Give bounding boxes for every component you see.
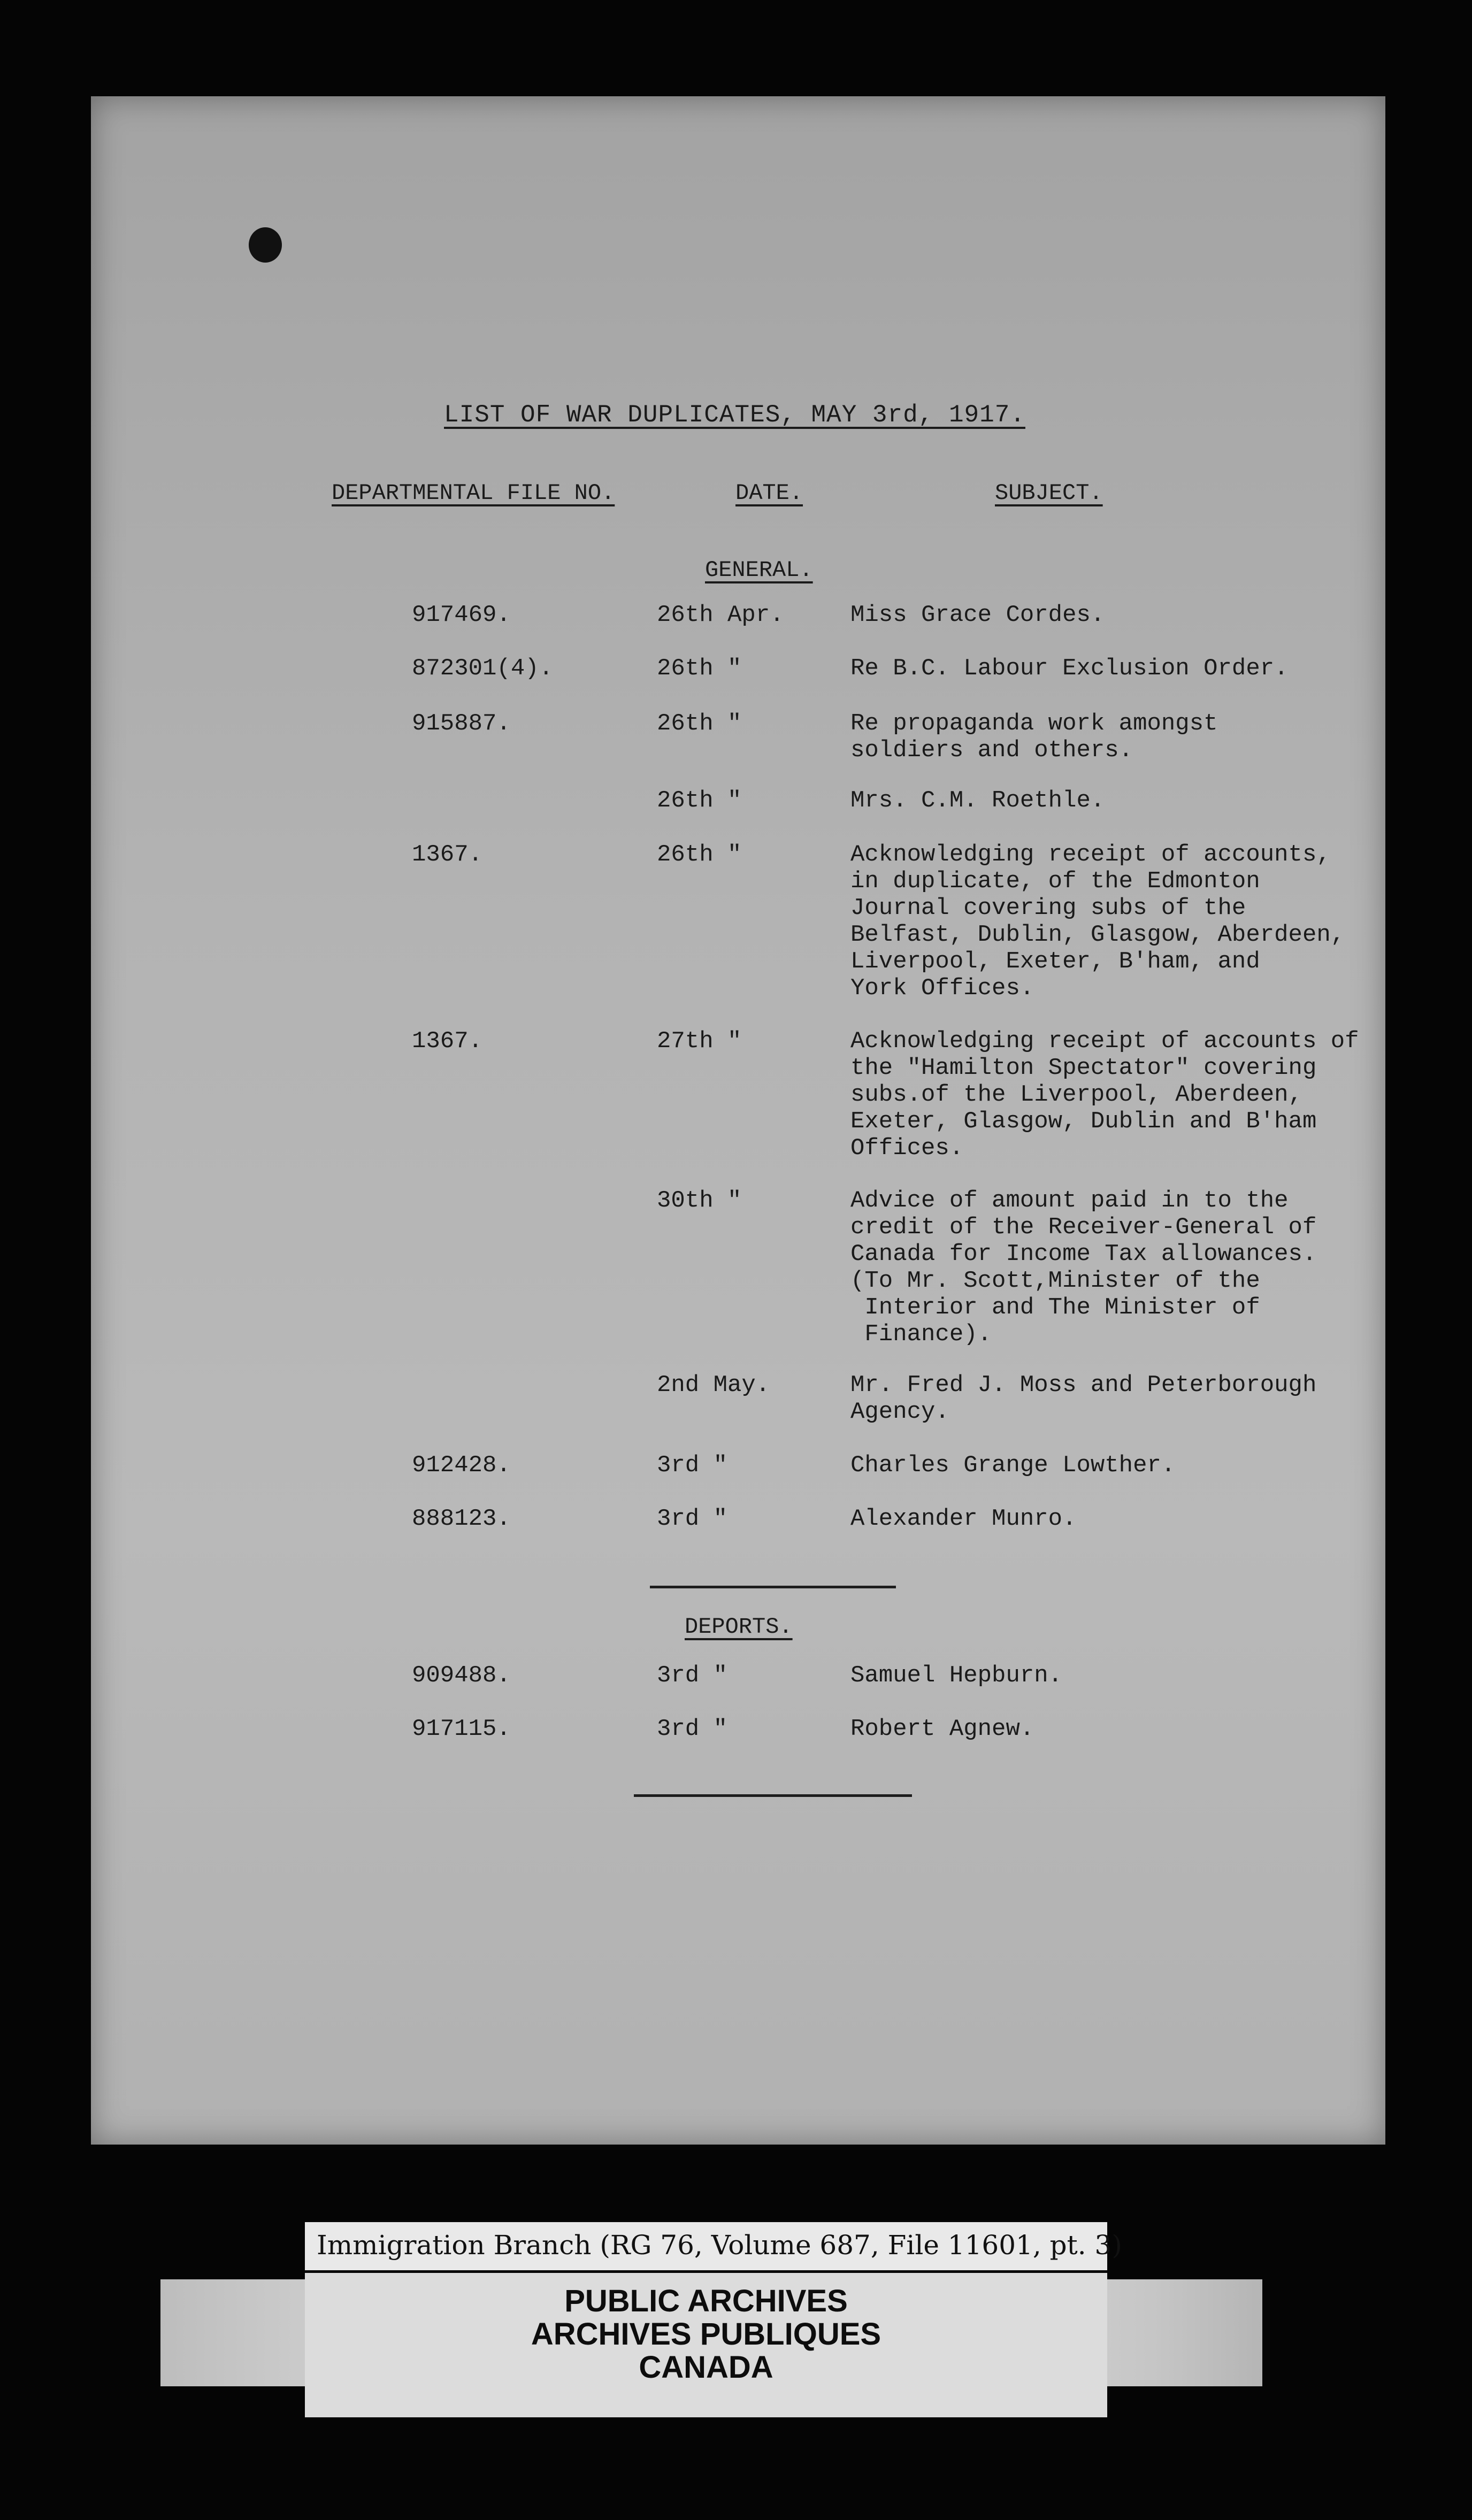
archive-reference-text: Immigration Branch (RG 76, Volume 687, File 11601, pt. 3): [317, 2230, 1122, 2261]
row-date: 27th ": [657, 1028, 742, 1055]
punch-hole: [249, 227, 282, 263]
divider-rule: [634, 1794, 912, 1797]
row-subject: Acknowledging receipt of accounts, in duplicate, of the Edmonton Journal covering subs of the Belfast, Dublin, Glasgow, Aberdeen, Liverpool, Exeter, B'ham, and York Offices.: [850, 841, 1345, 1002]
divider-rule: [650, 1586, 896, 1588]
row-subject: Re B.C. Labour Exclusion Order.: [850, 655, 1289, 682]
row-date: 3rd ": [657, 1505, 728, 1532]
row-subject: Advice of amount paid in to the credit of the Receiver-General of Canada for Income Tax allowances. (To Mr. Scott,Minister of the Interior and The Minister of Finance).: [850, 1187, 1317, 1348]
row-file-no: 1367.: [412, 841, 483, 868]
row-file-no: 912428.: [412, 1452, 511, 1479]
row-file-no: 917469.: [412, 602, 511, 628]
archive-reference-label: [305, 2222, 1122, 2270]
row-file-no: 888123.: [412, 1505, 511, 1532]
row-subject: Charles Grange Lowther.: [850, 1452, 1176, 1479]
header-file-no: DEPARTMENTAL FILE NO.: [332, 480, 615, 506]
row-date: 3rd ": [657, 1662, 728, 1689]
row-date: 26th ": [657, 655, 742, 682]
stamp-line-2: ARCHIVES PUBLIQUES: [531, 2317, 881, 2352]
row-file-no: 917115.: [412, 1716, 511, 1742]
document-title: LIST OF WAR DUPLICATES, MAY 3rd, 1917.: [444, 401, 1025, 429]
row-date: 26th ": [657, 787, 742, 814]
document-page: [91, 96, 1385, 2145]
row-subject: Acknowledging receipt of accounts of the "Hamilton Spectator" covering subs.of the Liverpool, Aberdeen, Exeter, Glasgow, Dublin and B'ham Offices.: [850, 1028, 1359, 1162]
row-date: 3rd ": [657, 1452, 728, 1479]
row-file-no: 915887.: [412, 710, 511, 737]
row-date: 3rd ": [657, 1716, 728, 1742]
row-date: 2nd May.: [657, 1372, 770, 1399]
row-file-no: 872301(4).: [412, 655, 554, 682]
row-date: 26th Apr.: [657, 602, 784, 628]
row-date: 26th ": [657, 841, 742, 868]
row-subject: Mrs. C.M. Roethle.: [850, 787, 1105, 814]
header-subject: SUBJECT.: [995, 480, 1103, 506]
row-date: 30th ": [657, 1187, 742, 1214]
row-date: 26th ": [657, 710, 742, 737]
header-date: DATE.: [735, 480, 803, 506]
stamp-line-3: CANADA: [639, 2350, 773, 2385]
row-subject: Mr. Fred J. Moss and Peterborough Agency.: [850, 1372, 1317, 1425]
archive-stamp: [305, 2273, 1107, 2417]
row-subject: Re propaganda work amongst soldiers and others.: [850, 710, 1218, 764]
row-subject: Miss Grace Cordes.: [850, 602, 1105, 628]
row-file-no: 909488.: [412, 1662, 511, 1689]
section-general-heading: GENERAL.: [705, 557, 813, 583]
row-subject: Robert Agnew.: [850, 1716, 1034, 1742]
row-file-no: 1367.: [412, 1028, 483, 1055]
section-deports-heading: DEPORTS.: [685, 1614, 793, 1640]
row-subject: Alexander Munro.: [850, 1505, 1077, 1532]
stamp-line-1: PUBLIC ARCHIVES: [564, 2284, 848, 2318]
row-subject: Samuel Hepburn.: [850, 1662, 1063, 1689]
